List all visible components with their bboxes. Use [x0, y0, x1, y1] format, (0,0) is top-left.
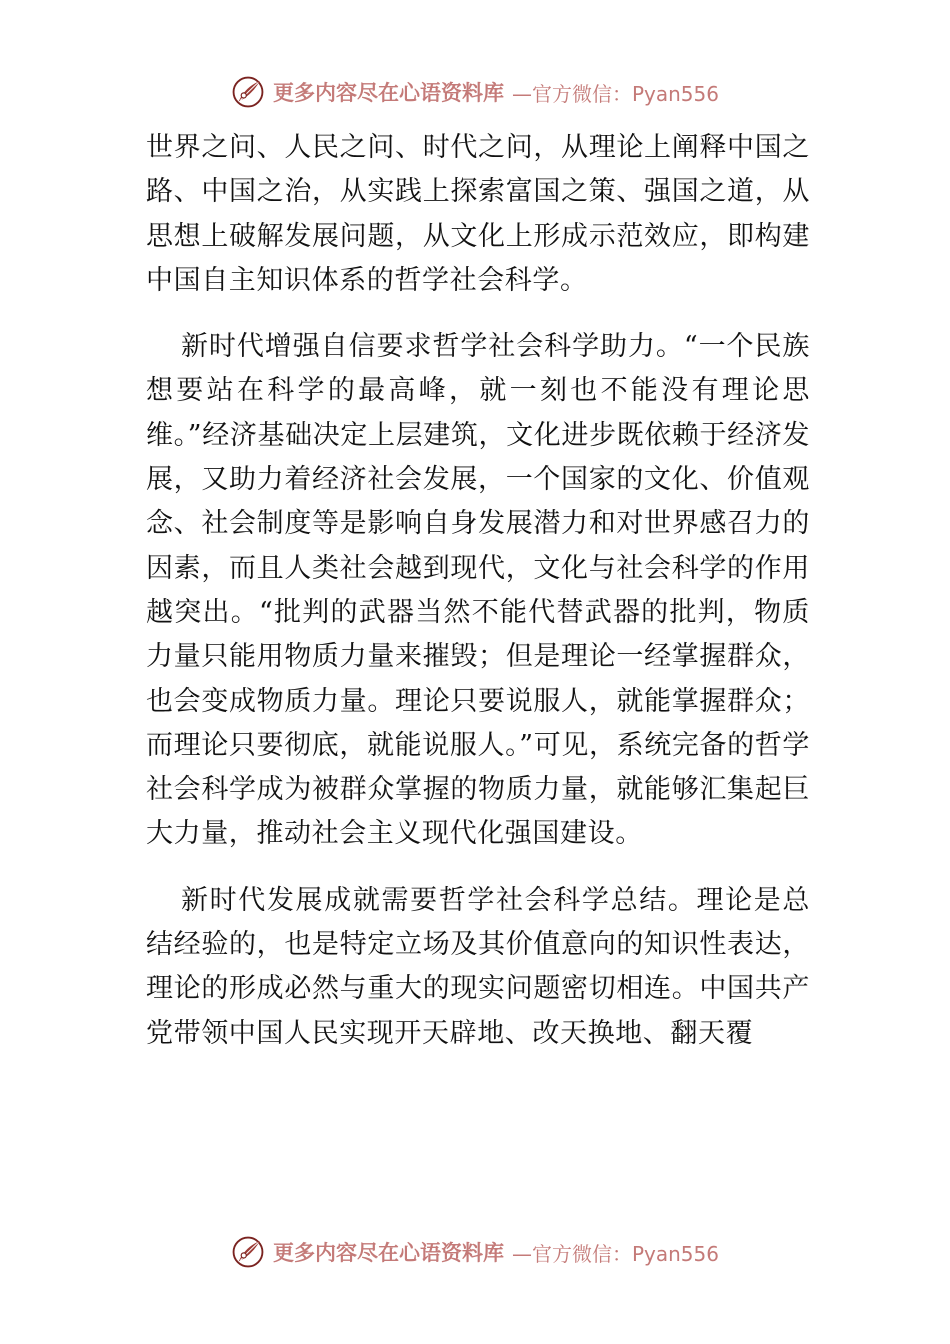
feather-logo-icon	[231, 1235, 265, 1269]
header-wechat-text: —官方微信：Pyan556	[511, 81, 719, 106]
feather-logo-icon	[231, 75, 265, 109]
header-brand-text: 更多内容尽在心语资料库	[272, 80, 504, 105]
document-body	[146, 126, 810, 1056]
footer-banner	[0, 1232, 950, 1272]
footer-wechat-text: —官方微信：Pyan556	[511, 1241, 719, 1266]
paragraph-2: 新时代增强自信要求哲学社会科学助力。“一个民族想要站在科学的最高峰，就一刻也不能没有理论思维。”经济基础决定上层建筑，文化进步既依赖于经济发展，又助力着经济社会发展，一个国家的文化、价值观念、社会制度等是影响自身发展潜力和对世界感召力的因素，而且人类社会越到现代，文化与社会科学的作用越突出。“批判的武器当然不能代替武器的批判，物质力量只能用物质力量来摧毁；但是理论一经掌握群众，也会变成物质力量。理论只要说服人，就能掌握群众；而理论只要彻底，就能说服人。”可见，系统完备的哲学社会科学成为被群众掌握的物质力量，就能够汇集起巨大力量，推动社会主义现代化强国建设。	[146, 331, 810, 850]
footer-brand-text: 更多内容尽在心语资料库	[272, 1240, 504, 1265]
paragraph-3: 新时代发展成就需要哲学社会科学总结。理论是总结经验的，也是特定立场及其价值意向的知识性表达，理论的形成必然与重大的现实问题密切相连。中国共产党带领中国人民实现开天辟地、改天换地、翻天覆	[146, 884, 810, 1049]
header-banner	[0, 72, 950, 112]
paragraph-1: 世界之问、人民之问、时代之问，从理论上阐释中国之路、中国之治，从实践上探索富国之策、强国之道，从思想上破解发展问题，从文化上形成示范效应，即构建中国自主知识体系的哲学社会科学。	[146, 132, 810, 296]
